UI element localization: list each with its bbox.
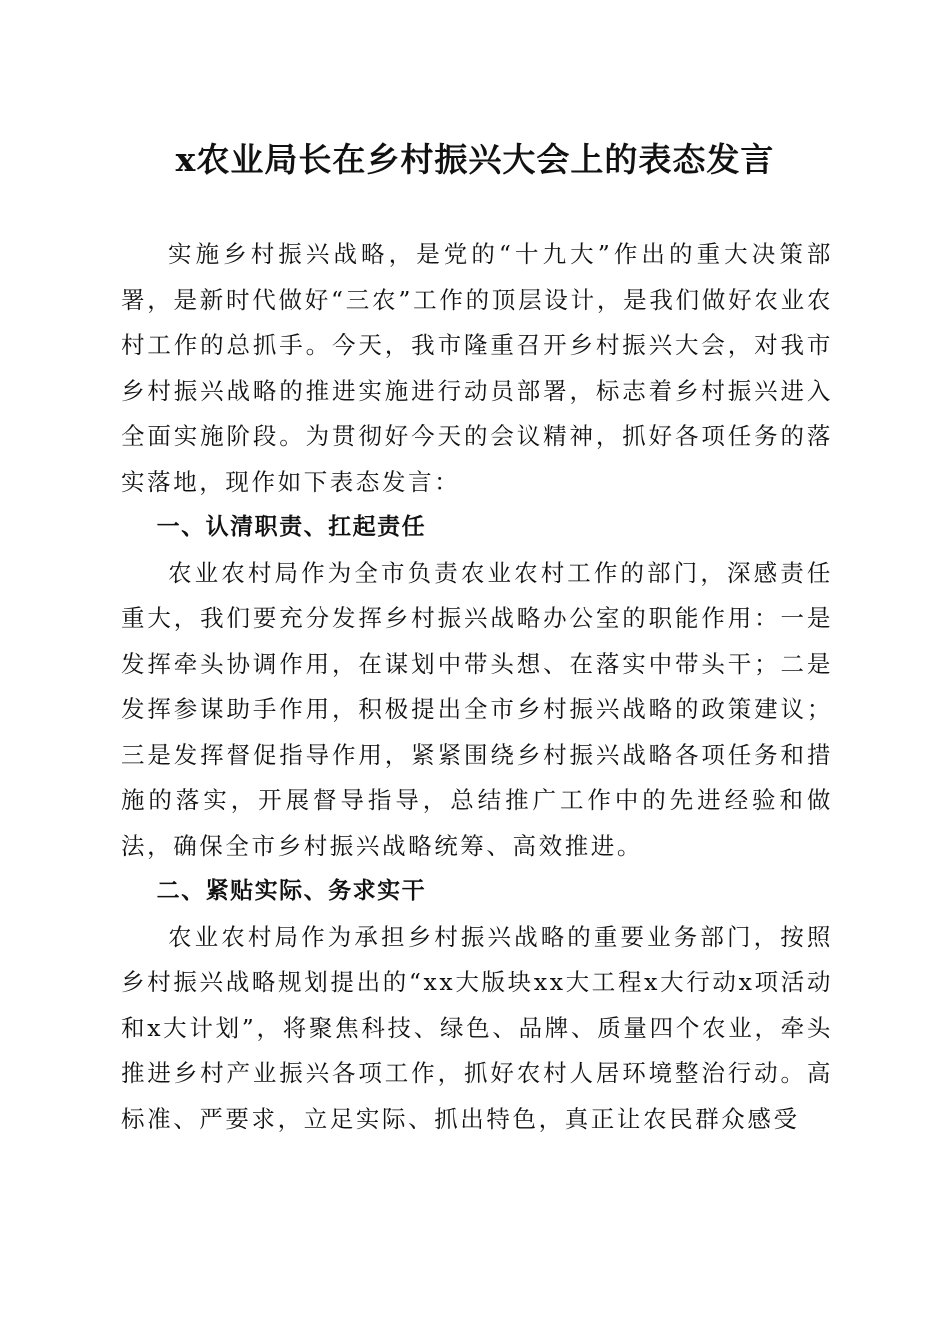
section-1-paragraph: 农业农村局作为全市负责农业农村工作的部门，深感责任重大，我们要充分发挥乡村振兴战略办公室的职能作用：一是发挥牵头协调作用，在谋划中带头想、在落实中带头干；二是发挥参谋助手作用，积极提出全市乡村振兴战略的政策建议；三是发挥督促指导作用，紧紧围绕乡村振兴战略各项任务和措施的落实，开展督导指导，总结推广工作中的先进经验和做法，确保全市乡村振兴战略统筹、高效推进。 [121, 558, 833, 860]
section-1-heading: 一、认清职责、扛起责任 [156, 514, 427, 540]
document-body [121, 232, 833, 1142]
document-title: x农业局长在乡村振兴大会上的表态发言 [175, 140, 775, 179]
section-2-paragraph: 农业农村局作为承担乡村振兴战略的重要业务部门，按照乡村振兴战略规划提出的“xx大版块xx大工程x大行动x项活动和x大计划”，将聚焦科技、绿色、品牌、质量四个农业，牵头推进乡村产业振兴各项工作，抓好农村人居环境整治行动。高标准、严要求，立足实际、抓出特色，真正让农民群众感受 [121, 922, 833, 1133]
intro-paragraph: 实施乡村振兴战略，是党的“十九大”作出的重大决策部署，是新时代做好“三农”工作的顶层设计，是我们做好农业农村工作的总抓手。今天，我市隆重召开乡村振兴大会，对我市乡村振兴战略的推进实施进行动员部署，标志着乡村振兴进入全面实施阶段。为贯彻好今天的会议精神，抓好各项任务的落实落地，现作如下表态发言： [121, 240, 833, 496]
section-2-heading: 二、紧贴实际、务求实干 [156, 878, 427, 904]
